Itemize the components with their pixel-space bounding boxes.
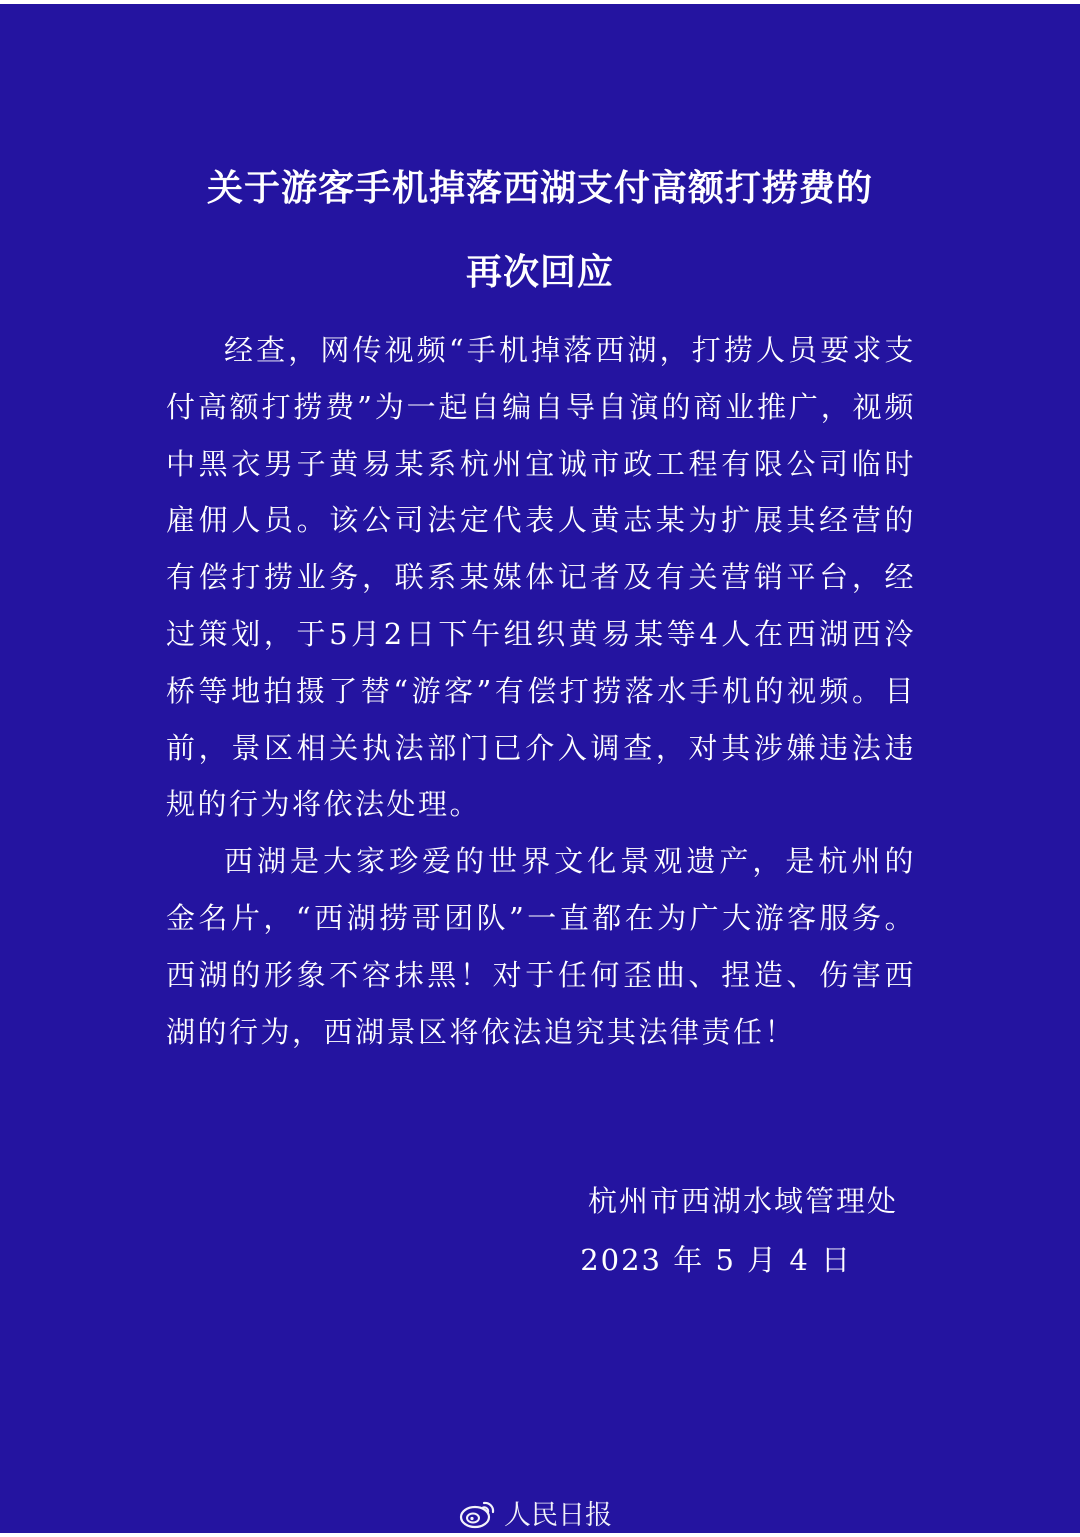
notice-document <box>0 4 1080 1533</box>
signature-organization: 杭州市西湖水域管理处 <box>587 1184 898 1218</box>
notice-paragraph-1: 经查，网传视频“手机掉落西湖，打捞人员要求支付高额打捞费”为一起自编自导自演的商业推广，视频中黑衣男子黄易某系杭州宜诚市政工程有限公司临时雇佣人员。该公司法定代表人黄志某为扩展其经营的有偿打捞业务，联系某媒体记者及有关营销平台，经过策划，于5月2日下午组织黄易某等4人在西湖西泠桥等地拍摄了替“游客”有偿打捞落水手机的视频。目前，景区相关执法部门已介入调查，对其涉嫌违法违规的行为将依法处理。 <box>166 333 916 822</box>
notice-title-line1: 关于游客手机掉落西湖支付高额打捞费的 <box>206 168 873 209</box>
notice-title-line2: 再次回应 <box>465 252 614 293</box>
notice-paragraph-2: 西湖是大家珍爱的世界文化景观遗产，是杭州的金名片，“西湖捞哥团队”一直都在为广大游客服务。西湖的形象不容抹黑！对于任何歪曲、捏造、伤害西湖的行为，西湖景区将依法追究其法律责任！ <box>166 844 916 1049</box>
source-watermark <box>458 1493 612 1532</box>
weibo-icon <box>458 1497 498 1529</box>
watermark-text: 人民日报 <box>504 1500 612 1531</box>
signature-date: 2023 年 5 月 4 日 <box>580 1243 852 1277</box>
notice-body <box>166 322 916 1060</box>
